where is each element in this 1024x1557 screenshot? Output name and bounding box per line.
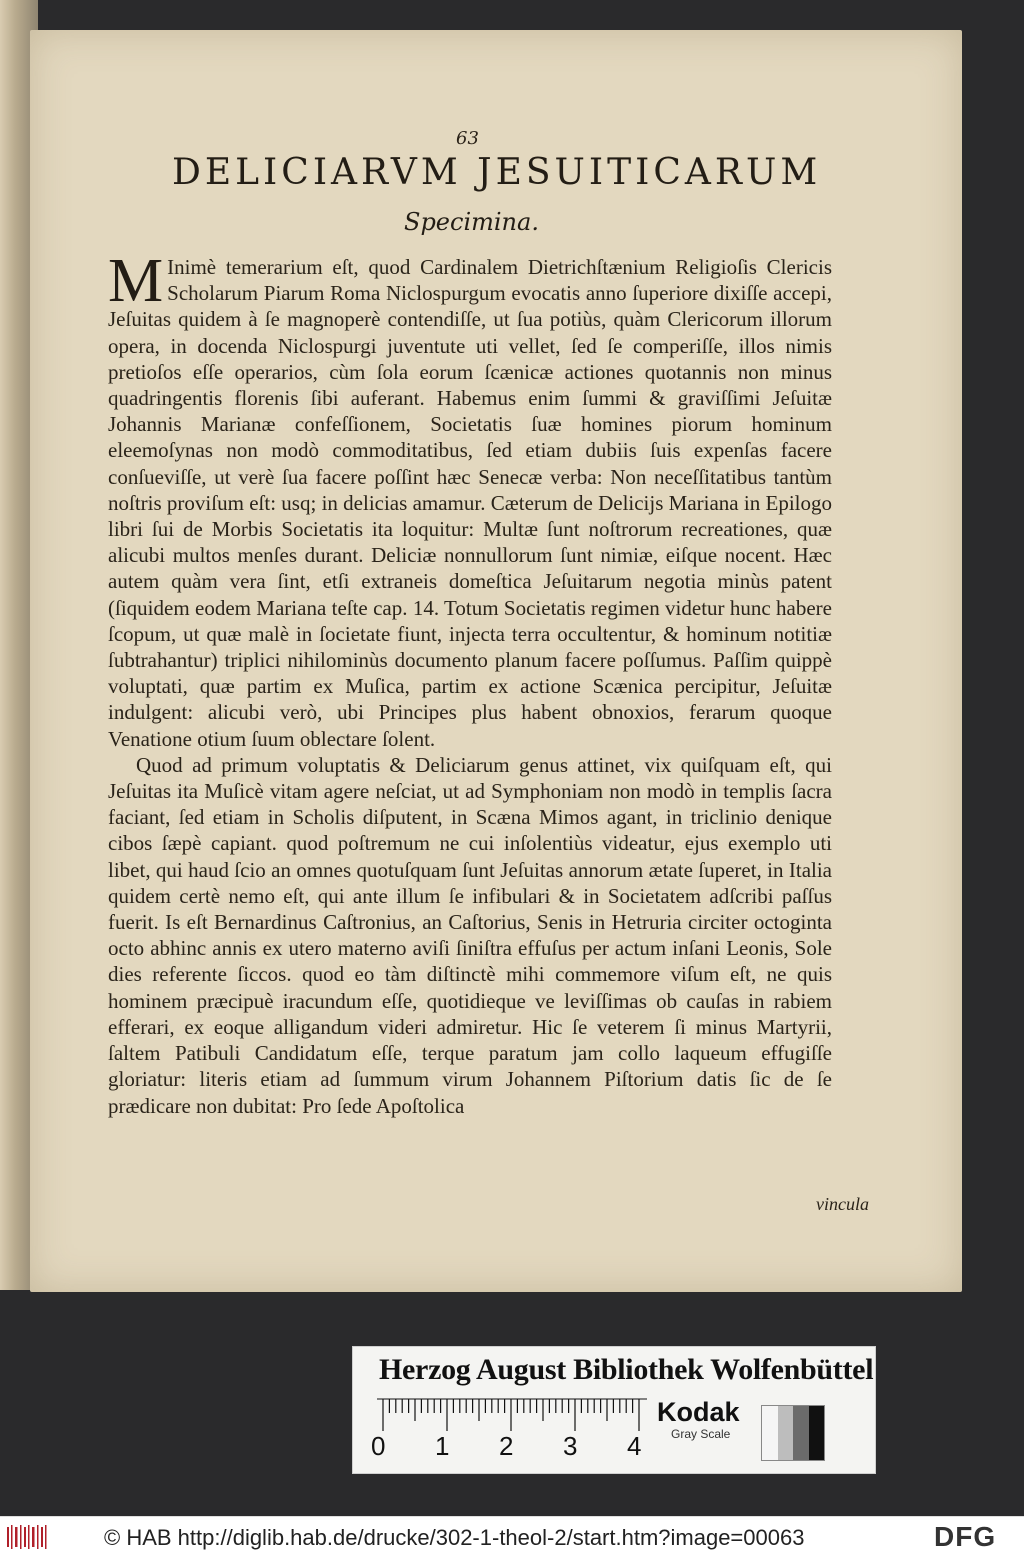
kodak-brand: Kodak — [657, 1397, 740, 1427]
label-title: Herzog August Bibliothek Wolfenbüttel — [379, 1353, 874, 1386]
page-subtitle: Specimina. — [404, 208, 539, 236]
library-label — [352, 1346, 876, 1474]
ruler-number: 1 — [435, 1431, 450, 1461]
gray-scale-label: Gray Scale — [671, 1427, 731, 1441]
ruler-numbers — [371, 1431, 671, 1461]
dropcap: M — [108, 247, 164, 315]
paragraph-1 — [108, 247, 832, 752]
gray-scale-patches — [761, 1405, 825, 1461]
ruler-number: 4 — [627, 1431, 642, 1461]
footer-url-link[interactable]: © HAB http://diglib.hab.de/drucke/302-1-theol-2/start.htm?image=00063 — [104, 1525, 805, 1550]
dfg-logo: DFG — [934, 1521, 997, 1552]
body-text — [108, 247, 832, 1119]
hab-barcode-logo-icon — [6, 1523, 48, 1551]
paragraph-2: Quod ad primum voluptatis & Deliciarum genus attinet, vix quiſquam eſt, qui Jeſuitas ita Muſicè vitam agere neſciat, ut ad Symphoniam non modò in templis ſacra faciant, ſed etiam in Scholis diſputent, in Scæna Mimos agant, in triclinio denique cibos ſæpè capiant. quod poſtremum ne cui inſolentiùs videatur, ejus exemplo uti libet, qui haud ſcio an omnes quotuſquam ſunt Jeſuitas annorum ætate ſuperet, in Italia quidem certè nemo eſt, qui ante illum ſe infibulari & in Societatem adſcribi paſſus fuerit. Is eſt Bernardinus Caſtronius, an Caſtorius, Senis in Hetruria circiter octoginta octo abhinc annis ex utero materno aviſi ſiniſtra effuſus per actum inſani Leonis, Sole dies referente ſiccos. quod eo tàm diſtinctè mihi commemore viſum eſt, ne quis hominem præcipuè iracundum eſſe, quotidieque ve leviſſimas ob cauſas in rabiem efferari, ex eoque alligandum videri admiretur. Hic ſe veterem ſi minus Martyrii, ſaltem Patibuli Candidatum eſſe, terque paratum jam collo laqueum effugiſſe gloriatur: literis etiam ad ſummum virum Johannem Piſtorium datis ſic de ſe prædicare non dubitat: Pro ſede Apoſtolica — [108, 752, 832, 1118]
ruler-number: 3 — [563, 1431, 578, 1461]
footer-bar — [0, 1516, 1024, 1557]
page-number: 63 — [456, 128, 479, 149]
paragraph-1-text: Inimè temerarium eſt, quod Cardinalem Dietrichſtænium Religioſis Clericis Scholarum Piarum Roma Niclospurgum evocatis anno ſuperiore dixiſſe accepi, Jeſuitas quidem à ſe magnoperè contendiſſe, ut ſua potiùs, quàm Clericorum illorum opera, in docenda Niclospurgi juventute uti vellet, ſed ſe comperiſſe, illos nimis pretioſos eſſe operarios, cùm ſola eorum ſcænicæ actiones quotannis non minus quadringentis florenis ſibi auferant. Habemus enim ſummi & graviſſimi Jeſuitæ Johannis Marianæ confeſſionem, Societatis ſuæ homines piorum hominum eleemoſynas non modò commoditatibus, ſed etiam dubiis ſuis expenſas facere conſueviſſe, ut verè ſua facere poſſint hæc Senecæ verba: Non neceſſitatibus tantùm noſtris proviſum eſt: usq; in delicias amamur. Cæterum de Delicijs Mariana in Epilogo libri ſui de Morbis Societatis ita loquitur: Multæ ſunt noſtrorum recreationes, quæ alicubi multos menſes durant. Deliciæ nonnullorum ſunt nimiæ, eiſque nocent. Hæc autem quàm vera ſint, etſi extraneis domeſtica Jeſuitarum negotia minùs patent (ſiquidem eodem Mariana teſte cap. 14. Totum Societatis regimen videtur hunc habere ſcopum, ut quæ malè in ſocietate fiunt, injecta terra occultentur, & hominum notitiæ ſubtrahantur) triplici nihilominùs documento planum facere poſſumus. Paſſim quippè voluptati, quæ partim ex Muſica, partim ex actione Scænica percipitur, Jeſuitæ indulgent: alicubi verò, ubi Principes plus habent obnoxios, ferarum quoque Venatione otium ſuum oblectare ſolent. — [108, 255, 832, 751]
ruler-number: 2 — [499, 1431, 514, 1461]
catchword: vincula — [816, 1194, 869, 1214]
page-title: DELICIARVM JESUITICARUM — [172, 152, 822, 193]
ruler-number: 0 — [371, 1431, 386, 1461]
